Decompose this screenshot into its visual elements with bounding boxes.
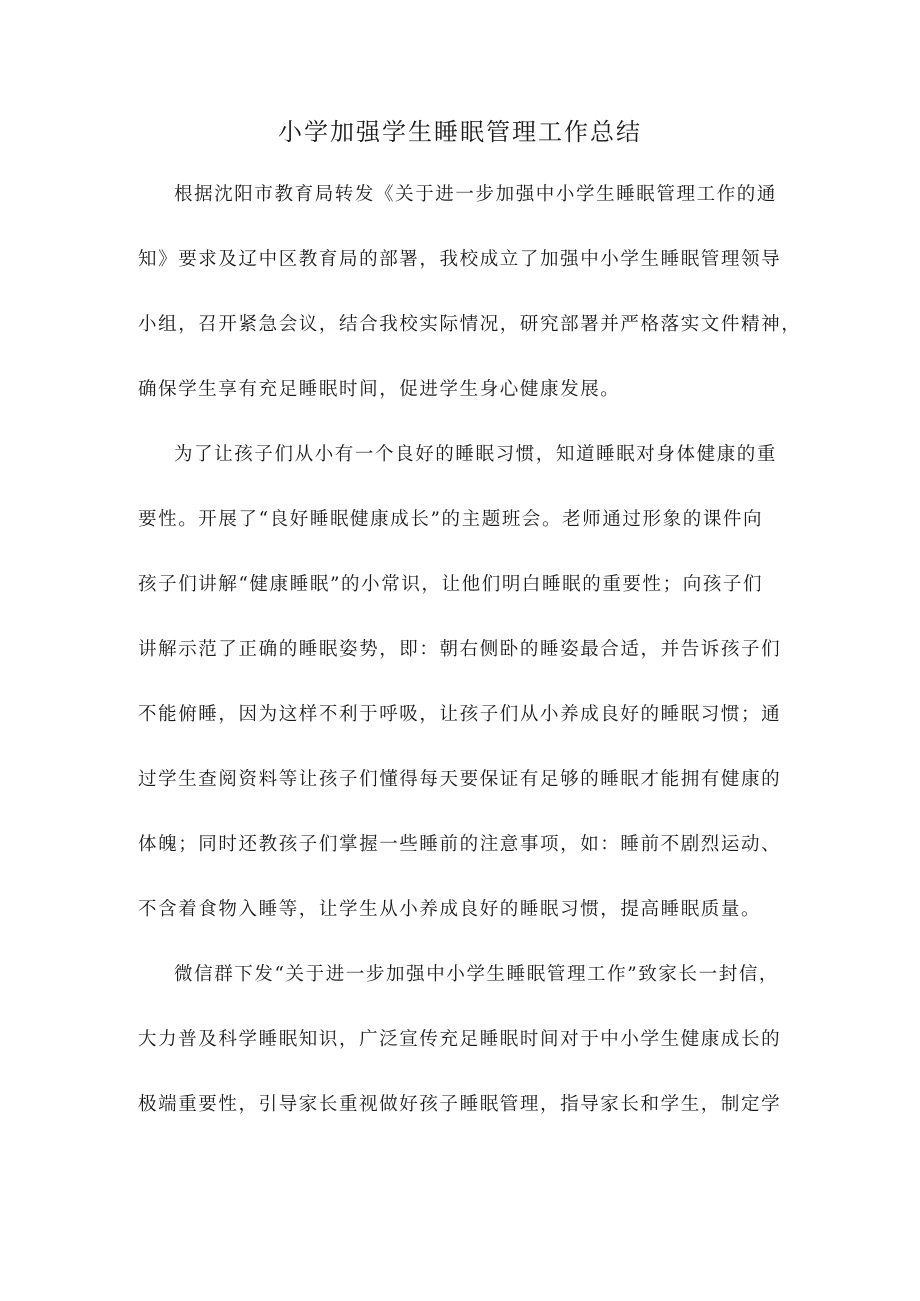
paragraph-3-line-2: 大力普及科学睡眠知识，广泛宣传充足睡眠时间对于中小学生健康成长的 bbox=[138, 1029, 782, 1050]
paragraph-2-line-2: 要性。开展了“良好睡眠健康成长”的主题班会。老师通过形象的课件向 bbox=[138, 509, 764, 530]
paragraph-1-line-3: 小组，召开紧急会议，结合我校实际情况，研究部署并严格落实文件精神， bbox=[138, 314, 802, 335]
paragraph-1-line-4: 确保学生享有充足睡眠时间，促进学生身心健康发展。 bbox=[138, 379, 621, 400]
paragraph-3-line-1: 微信群下发“关于进一步加强中小学生睡眠管理工作”致家长一封信， bbox=[174, 964, 780, 985]
paragraph-2-line-7: 体魄；同时还教孩子们掌握一些睡前的注意事项，如：睡前不剧烈运动、 bbox=[138, 834, 782, 855]
document-title: 小学加强学生睡眠管理工作总结 bbox=[278, 118, 642, 146]
paragraph-2-line-1: 为了让孩子们从小有一个良好的睡眠习惯，知道睡眠对身体健康的重 bbox=[174, 444, 778, 465]
paragraph-2-line-4: 讲解示范了正确的睡眠姿势，即：朝右侧卧的睡姿最合适，并告诉孩子们 bbox=[138, 639, 782, 660]
paragraph-2-line-6: 过学生查阅资料等让孩子们懂得每天要保证有足够的睡眠才能拥有健康的 bbox=[138, 769, 782, 790]
paragraph-2-line-3: 孩子们讲解“健康睡眠”的小常识，让他们明白睡眠的重要性；向孩子们 bbox=[138, 574, 764, 595]
paragraph-1-line-2: 知》要求及辽中区教育局的部署，我校成立了加强中小学生睡眠管理领导 bbox=[138, 249, 782, 270]
paragraph-1-line-1: 根据沈阳市教育局转发《关于进一步加强中小学生睡眠管理工作的通 bbox=[174, 184, 778, 205]
paragraph-3-line-3: 极端重要性，引导家长重视做好孩子睡眠管理，指导家长和学生，制定学 bbox=[138, 1094, 782, 1115]
paragraph-2-line-5: 不能俯睡，因为这样不利于呼吸，让孩子们从小养成良好的睡眠习惯；通 bbox=[138, 704, 782, 725]
paragraph-2-line-8: 不含着食物入睡等，让学生从小养成良好的睡眠习惯，提高睡眠质量。 bbox=[138, 899, 762, 920]
